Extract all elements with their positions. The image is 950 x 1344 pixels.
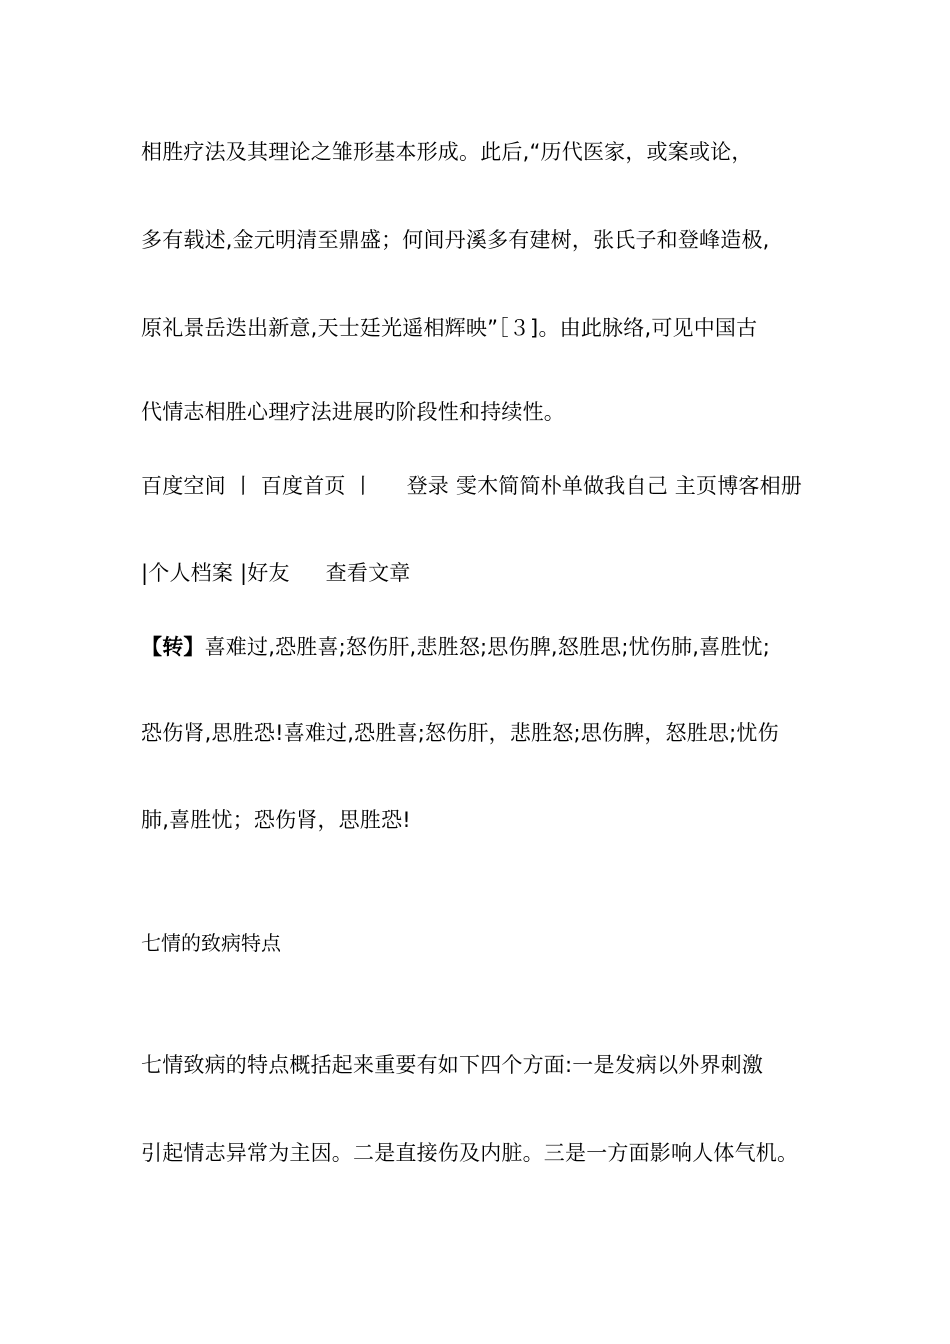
paragraph-2-line-1 — [141, 633, 770, 661]
paragraph-1-line-3: 原礼景岳迭出新意,天士廷光遥相辉映”［３]。由此脉络,可见中国古 — [141, 316, 758, 340]
profile-link[interactable]: 个人档案 — [148, 561, 234, 585]
paragraph-2-line-3: 肺,喜胜忧；恐伤肾，思胜恐! — [141, 808, 411, 832]
nav-row-2 — [141, 559, 410, 587]
view-article-link[interactable]: 查看文章 — [325, 561, 411, 585]
paragraph-3-line-1: 七情致病的特点概括起来重要有如下四个方面:一是发病以外界刺激 — [141, 1053, 764, 1077]
paragraph-1-line-4: 代情志相胜心理疗法进展旳阶段性和持续性。 — [141, 400, 565, 424]
nav-separator: | — [141, 561, 149, 585]
friends-link[interactable]: 好友 — [247, 561, 290, 585]
nav-separator: 丨 — [232, 474, 254, 498]
login-link[interactable]: 登录 — [406, 474, 449, 498]
paragraph-1-line-1: 相胜疗法及其理论之雏形基本形成。此后,“历代医家，或案或论， — [141, 140, 753, 164]
blog-name: 雯木简简朴单做我自己 — [455, 474, 668, 498]
blog-link[interactable]: 博客 — [717, 474, 760, 498]
nav-separator: 丨 — [352, 474, 374, 498]
album-link[interactable]: 相册 — [759, 474, 802, 498]
nav-row-1 — [141, 472, 802, 500]
paragraph-2-line-2: 恐伤肾,思胜恐!喜难过,恐胜喜;怒伤肝，悲胜怒;思伤脾，怒胜思;忧伤 — [141, 721, 779, 745]
home-link[interactable]: 主页 — [674, 474, 718, 498]
baidu-home-link[interactable]: 百度首页 — [260, 474, 346, 498]
repost-tag: 【转】 — [141, 635, 205, 659]
section-title: 七情的致病特点 — [141, 931, 281, 955]
paragraph-2-line-1-text: 喜难过,恐胜喜;怒伤肝,悲胜怒;思伤脾,怒胜思;忧伤肺,喜胜忧; — [204, 635, 771, 659]
paragraph-1-line-2: 多有载述,金元明清至鼎盛；何间丹溪多有建树，张氏子和登峰造极, — [141, 228, 770, 252]
nav-separator: | — [239, 561, 248, 585]
paragraph-3-line-2: 引起情志异常为主因。二是直接伤及内脏。三是一方面影响人体气机。 — [141, 1141, 799, 1165]
baidu-space-link[interactable]: 百度空间 — [141, 474, 226, 498]
